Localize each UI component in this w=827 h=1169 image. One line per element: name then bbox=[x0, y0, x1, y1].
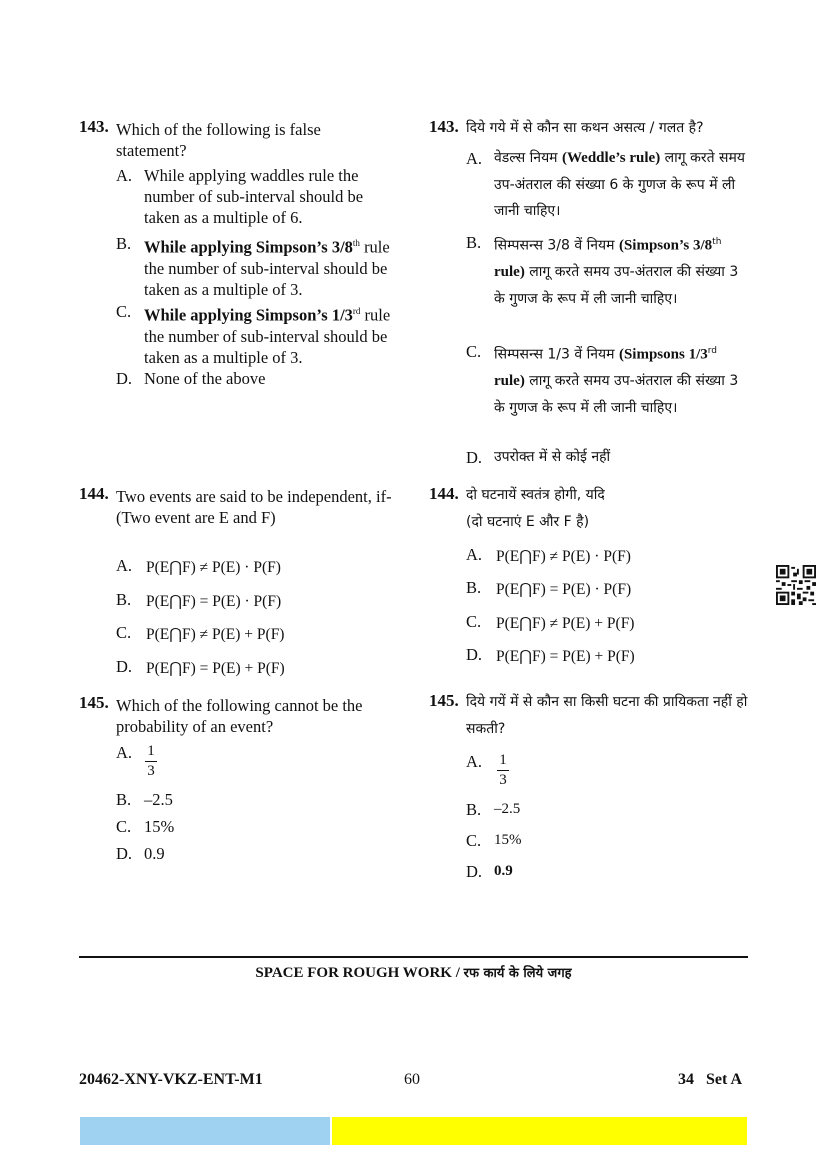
rule-name: (Weddle’s rule) bbox=[562, 150, 661, 166]
option-label: A. bbox=[466, 752, 483, 771]
option-text bbox=[494, 338, 749, 421]
option-label: A. bbox=[116, 743, 133, 762]
option-text: –2.5 bbox=[144, 790, 173, 809]
option-label: D. bbox=[466, 862, 483, 881]
qr-code-icon bbox=[776, 565, 816, 605]
option-lead: सिम्पसन्स 1/3 वें नियम bbox=[494, 346, 619, 363]
question-text bbox=[466, 482, 746, 535]
page-number: 60 bbox=[404, 1071, 420, 1088]
question-number: 144. bbox=[429, 484, 459, 503]
option-label: A. bbox=[116, 166, 133, 185]
option-text: 15% bbox=[494, 832, 522, 848]
question-note: (Two event are E and F) bbox=[116, 508, 276, 527]
footer-yellow-bar bbox=[332, 1117, 747, 1145]
option-label: D. bbox=[466, 645, 483, 664]
formula: P(E⋂F) ≠ P(E) · P(F) bbox=[496, 548, 631, 565]
formula: P(E⋂F) = P(E) · P(F) bbox=[496, 581, 632, 598]
option-text: 15% bbox=[144, 817, 175, 836]
formula: P(E⋂F) = P(E) + P(F) bbox=[496, 648, 635, 665]
option-rest: rule the number of sub-interval should be taken as a multiple of 3. bbox=[144, 237, 390, 299]
question-text: दिये गयें में से कौन सा किसी घटना की प्रायिकता नहीं हो सकती? bbox=[466, 694, 748, 737]
option-label: A. bbox=[116, 556, 133, 575]
option-text bbox=[144, 233, 399, 300]
rule-word: rule) bbox=[494, 264, 525, 281]
option-label: D. bbox=[116, 657, 133, 676]
ordinal-suffix: rd bbox=[707, 346, 717, 356]
fraction bbox=[497, 751, 509, 790]
option-label: B. bbox=[116, 590, 132, 609]
hindi-column bbox=[429, 0, 754, 900]
rough-work-english: SPACE FOR ROUGH WORK / bbox=[255, 965, 464, 981]
question-text bbox=[116, 486, 406, 528]
option-label: C. bbox=[466, 342, 482, 361]
ordinal-suffix: th bbox=[352, 238, 360, 248]
ordinal-suffix: rd bbox=[352, 306, 361, 316]
option-label: A. bbox=[466, 545, 483, 564]
option-label: C. bbox=[466, 831, 482, 850]
option-label: C. bbox=[116, 623, 132, 642]
option-text: None of the above bbox=[144, 369, 266, 388]
formula: P(E⋂F) ≠ P(E) · P(F) bbox=[146, 559, 281, 576]
question-text: Which of the following is false statement? bbox=[116, 120, 321, 160]
fraction-denominator: 3 bbox=[499, 772, 507, 788]
option-lead: While applying Simpson’s 3/8 bbox=[144, 237, 353, 257]
question-number: 145. bbox=[429, 691, 459, 710]
set-label: 34 Set A bbox=[678, 1071, 742, 1088]
option-rest: लागू करते समय उप-अंतराल की संख्या 6 के गुणज के रूप में ली जानी चाहिए। bbox=[494, 150, 745, 219]
rough-work-divider bbox=[79, 956, 748, 958]
option-label: C. bbox=[116, 817, 132, 836]
option-text bbox=[144, 301, 399, 368]
fraction-bar bbox=[145, 761, 157, 762]
option-text bbox=[494, 145, 749, 225]
fraction-numerator: 1 bbox=[499, 752, 507, 768]
option-text: 0.9 bbox=[144, 844, 165, 863]
option-label: C. bbox=[466, 612, 482, 631]
formula: P(E⋂F) ≠ P(E) + P(F) bbox=[146, 626, 285, 643]
english-column bbox=[79, 0, 409, 900]
option-label: D. bbox=[116, 369, 133, 388]
fraction-bar bbox=[497, 770, 509, 771]
option-text: 0.9 bbox=[494, 863, 513, 879]
question-note: (दो घटनाएं E और F है) bbox=[466, 513, 590, 530]
option-label: B. bbox=[116, 790, 132, 809]
rough-work-label bbox=[79, 963, 748, 982]
option-label: B. bbox=[466, 800, 482, 819]
question-number: 145. bbox=[79, 693, 109, 712]
option-label: A. bbox=[466, 149, 483, 168]
question-number: 143. bbox=[429, 117, 459, 136]
option-lead: वेडल्स नियम bbox=[494, 150, 563, 166]
option-label: B. bbox=[116, 234, 132, 253]
option-label: C. bbox=[116, 302, 132, 321]
fraction-numerator: 1 bbox=[147, 743, 155, 759]
rule-name: (Simpson’s 3/8 bbox=[618, 237, 713, 254]
option-rest: लागू करते समय उप-अंतराल की संख्या 3 के गुणज के रूप में ली जानी चाहिए। bbox=[494, 373, 739, 416]
formula: P(E⋂F) = P(E) + P(F) bbox=[146, 660, 285, 677]
question-main: Two events are said to be independent, if- bbox=[116, 487, 392, 506]
fraction-denominator: 3 bbox=[147, 763, 155, 779]
option-label: B. bbox=[466, 578, 482, 597]
option-lead: While applying Simpson’s 1/3 bbox=[144, 305, 353, 325]
option-label: D. bbox=[466, 448, 483, 467]
question-text: दिये गये में से कौन सा कथन असत्य / गलत है? bbox=[466, 120, 704, 136]
option-rest: लागू करते समय उप-अंतराल की संख्या 3 के गुणज के रूप में ली जानी चाहिए। bbox=[494, 264, 739, 307]
option-label: D. bbox=[116, 844, 133, 863]
rule-name: (Simpsons 1/3 bbox=[618, 346, 708, 363]
question-number: 144. bbox=[79, 484, 109, 503]
option-rest: rule the number of sub-interval should be taken as a multiple of 3. bbox=[144, 305, 391, 367]
option-text: While applying waddles rule the number of sub-interval should be taken as a multiple of 6. bbox=[144, 166, 364, 227]
question-main: दो घटनायें स्वतंत्र होगी, यदि bbox=[466, 487, 605, 503]
rule-word: rule) bbox=[494, 373, 525, 390]
option-lead: सिम्पसन्स 3/8 वें नियम bbox=[494, 237, 619, 254]
option-text: –2.5 bbox=[494, 801, 521, 817]
rough-work-hindi: रफ कार्य के लिये जगह bbox=[463, 966, 572, 981]
option-label: B. bbox=[466, 233, 482, 252]
question-text: Which of the following cannot be the probability of an event? bbox=[116, 696, 363, 736]
footer-blue-bar bbox=[80, 1117, 330, 1145]
fraction bbox=[145, 742, 157, 781]
footer-code: 20462-XNY-VKZ-ENT-M1 bbox=[79, 1071, 263, 1088]
question-number: 143. bbox=[79, 117, 109, 136]
formula: P(E⋂F) = P(E) · P(F) bbox=[146, 593, 282, 610]
ordinal-suffix: th bbox=[712, 237, 722, 247]
option-text: उपरोक्त में से कोई नहीं bbox=[494, 449, 611, 465]
option-text bbox=[494, 229, 749, 312]
formula: P(E⋂F) ≠ P(E) + P(F) bbox=[496, 615, 635, 632]
